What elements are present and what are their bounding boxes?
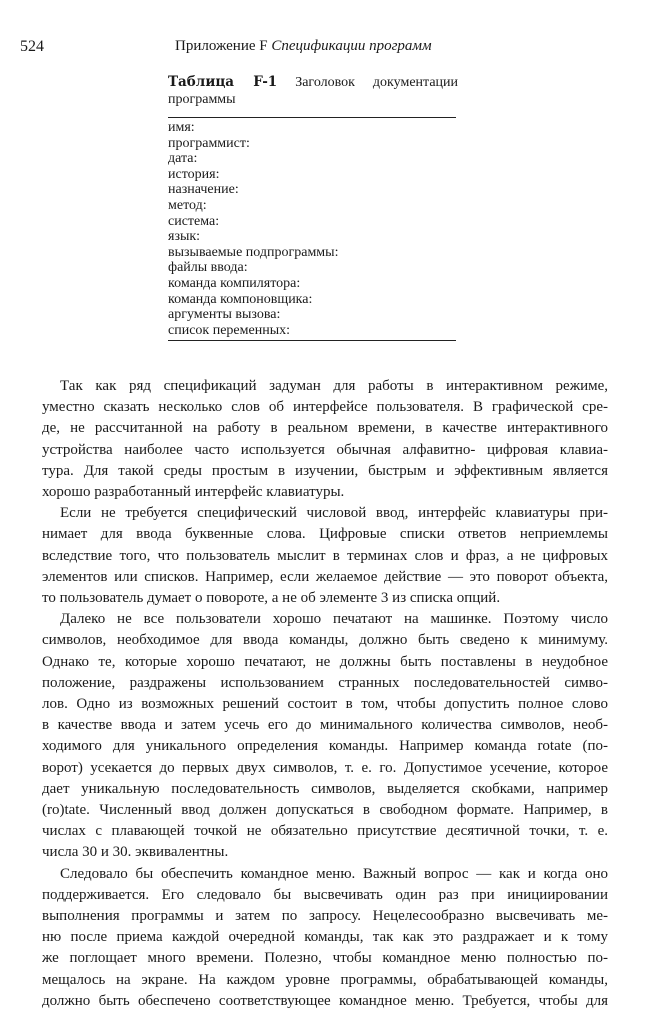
table-row: история: bbox=[168, 166, 220, 182]
table-row: список переменных: bbox=[168, 322, 290, 338]
text-line: должно быть обеспечено соответствующее командное меню. Требуется, чтобы для bbox=[42, 992, 608, 1009]
text-line: Так как ряд спецификаций задуман для работы в интерактивном режиме, bbox=[60, 378, 608, 394]
text-line: Далеко не все пользователи хорошо печатают на машинке. Поэтому число bbox=[60, 611, 608, 628]
table-row: метод: bbox=[168, 197, 207, 213]
paragraph bbox=[42, 609, 608, 863]
text-line: Однако те, которые хорошо печатают, не должны быть поставлены в неудобное bbox=[42, 653, 608, 670]
text-line: уместно сказать несколько слов об интерфейсе пользователя. В графической сре- bbox=[42, 399, 608, 416]
table-row: аргументы вызова: bbox=[168, 307, 281, 323]
text-line: то пользователь думает о повороте, а не об элементе 3 из списка опций. bbox=[42, 590, 501, 607]
text-line: числах с плавающей точкой не обязательно присутствие десятичной точки, т. е. bbox=[42, 823, 608, 840]
text-line: ню после приема каждой очередной команды, так как это раздражает и к тому bbox=[42, 929, 608, 946]
table-row: язык: bbox=[168, 229, 201, 245]
text-line: дает уникальную последовательность символов, выделяется скобками, например bbox=[42, 780, 608, 797]
table-caption-label: Таблица F-1 bbox=[168, 74, 278, 90]
table-row: вызываемые подпрограммы: bbox=[168, 244, 339, 260]
text-line: ворот) усекается до первых двух символов, т. е. го. Допустимое усечение, которое bbox=[42, 759, 608, 776]
table-row: имя: bbox=[168, 120, 195, 135]
paragraph bbox=[42, 376, 608, 503]
text-line: тура. Для такой среды простым в изучении, быстрым и эффективным является bbox=[42, 462, 608, 479]
text-line: поддерживается. Его следовало бы высвечивать один раз при инициировании bbox=[42, 886, 608, 903]
text-line: Если не требуется специфический числовой ввод, интерфейс клавиатуры при- bbox=[60, 505, 608, 522]
table-f1 bbox=[168, 74, 458, 341]
text-line: лов. Одно из возможных решений состоит в том, чтобы допустить полное слово bbox=[42, 696, 608, 713]
text-line: положение, раздражены использованием странных последовательностей симво- bbox=[42, 674, 608, 691]
table-row: файлы ввода: bbox=[168, 260, 248, 276]
paragraph bbox=[42, 503, 608, 609]
table-row: дата: bbox=[168, 151, 198, 167]
table-rows bbox=[168, 118, 458, 340]
table-caption-text: Заголовок документации bbox=[295, 75, 459, 90]
text-line: Следовало бы обеспечить командное меню. Важный вопрос — как и когда оно bbox=[60, 865, 608, 882]
text-line: де, не рассчитанной на работу в реальном времени, в качестве интерактивного bbox=[42, 420, 608, 437]
table-caption-continuation: программы bbox=[168, 92, 236, 107]
table-row: команда компоновщика: bbox=[168, 291, 313, 307]
text-line: устройства наиболее часто используется обычная алфавитно- цифровая клавиа- bbox=[42, 441, 608, 458]
appendix-label: Приложение F bbox=[175, 38, 268, 54]
text-line: мещалось на экране. На каждом уровне программы, обрабатывающей команды, bbox=[42, 971, 608, 988]
text-line: выполнения программы и затем по запросу. Нецелесообразно высвечивать ме- bbox=[42, 908, 608, 925]
running-head bbox=[175, 38, 432, 55]
text-line: (ro)tate. Численный ввод должен допускаться в свободном формате. Например, в bbox=[42, 802, 608, 819]
text-line: вследствие того, что пользователь мыслит в терминах слов и фраз, а не цифровых bbox=[42, 547, 608, 564]
table-row: назначение: bbox=[168, 182, 239, 198]
table-row: команда компилятора: bbox=[168, 275, 301, 291]
text-line: числа 30 и 30. эквивалентны. bbox=[42, 844, 229, 861]
body-text bbox=[42, 376, 608, 1012]
table-bottom-rule bbox=[168, 340, 456, 341]
text-line: ходимого для уникального определения команды. Например команда rotate (по- bbox=[42, 738, 608, 755]
text-line: элементов или списков. Например, если желаемое действие — это поворот объекта, bbox=[42, 568, 608, 585]
text-line: нимает для ввода буквенные слова. Цифровые списки ответов неприемлемы bbox=[42, 526, 608, 543]
text-line: в качестве ввода и затем усечь его до минимального количества символов, необ- bbox=[42, 717, 608, 734]
table-row: программист: bbox=[168, 135, 250, 151]
text-line: хорошо разработанный интерфейс клавиатуры. bbox=[42, 484, 345, 501]
table-row: система: bbox=[168, 213, 220, 229]
appendix-title: Спецификации программ bbox=[271, 38, 432, 54]
table-caption bbox=[168, 74, 458, 91]
text-line: же поглощает много времени. Полезно, чтобы командное меню полностью по- bbox=[42, 950, 608, 967]
text-line: символов, необходимое для ввода команды, должно быть сведено к минимуму. bbox=[42, 632, 608, 649]
page-number: 524 bbox=[20, 38, 44, 55]
